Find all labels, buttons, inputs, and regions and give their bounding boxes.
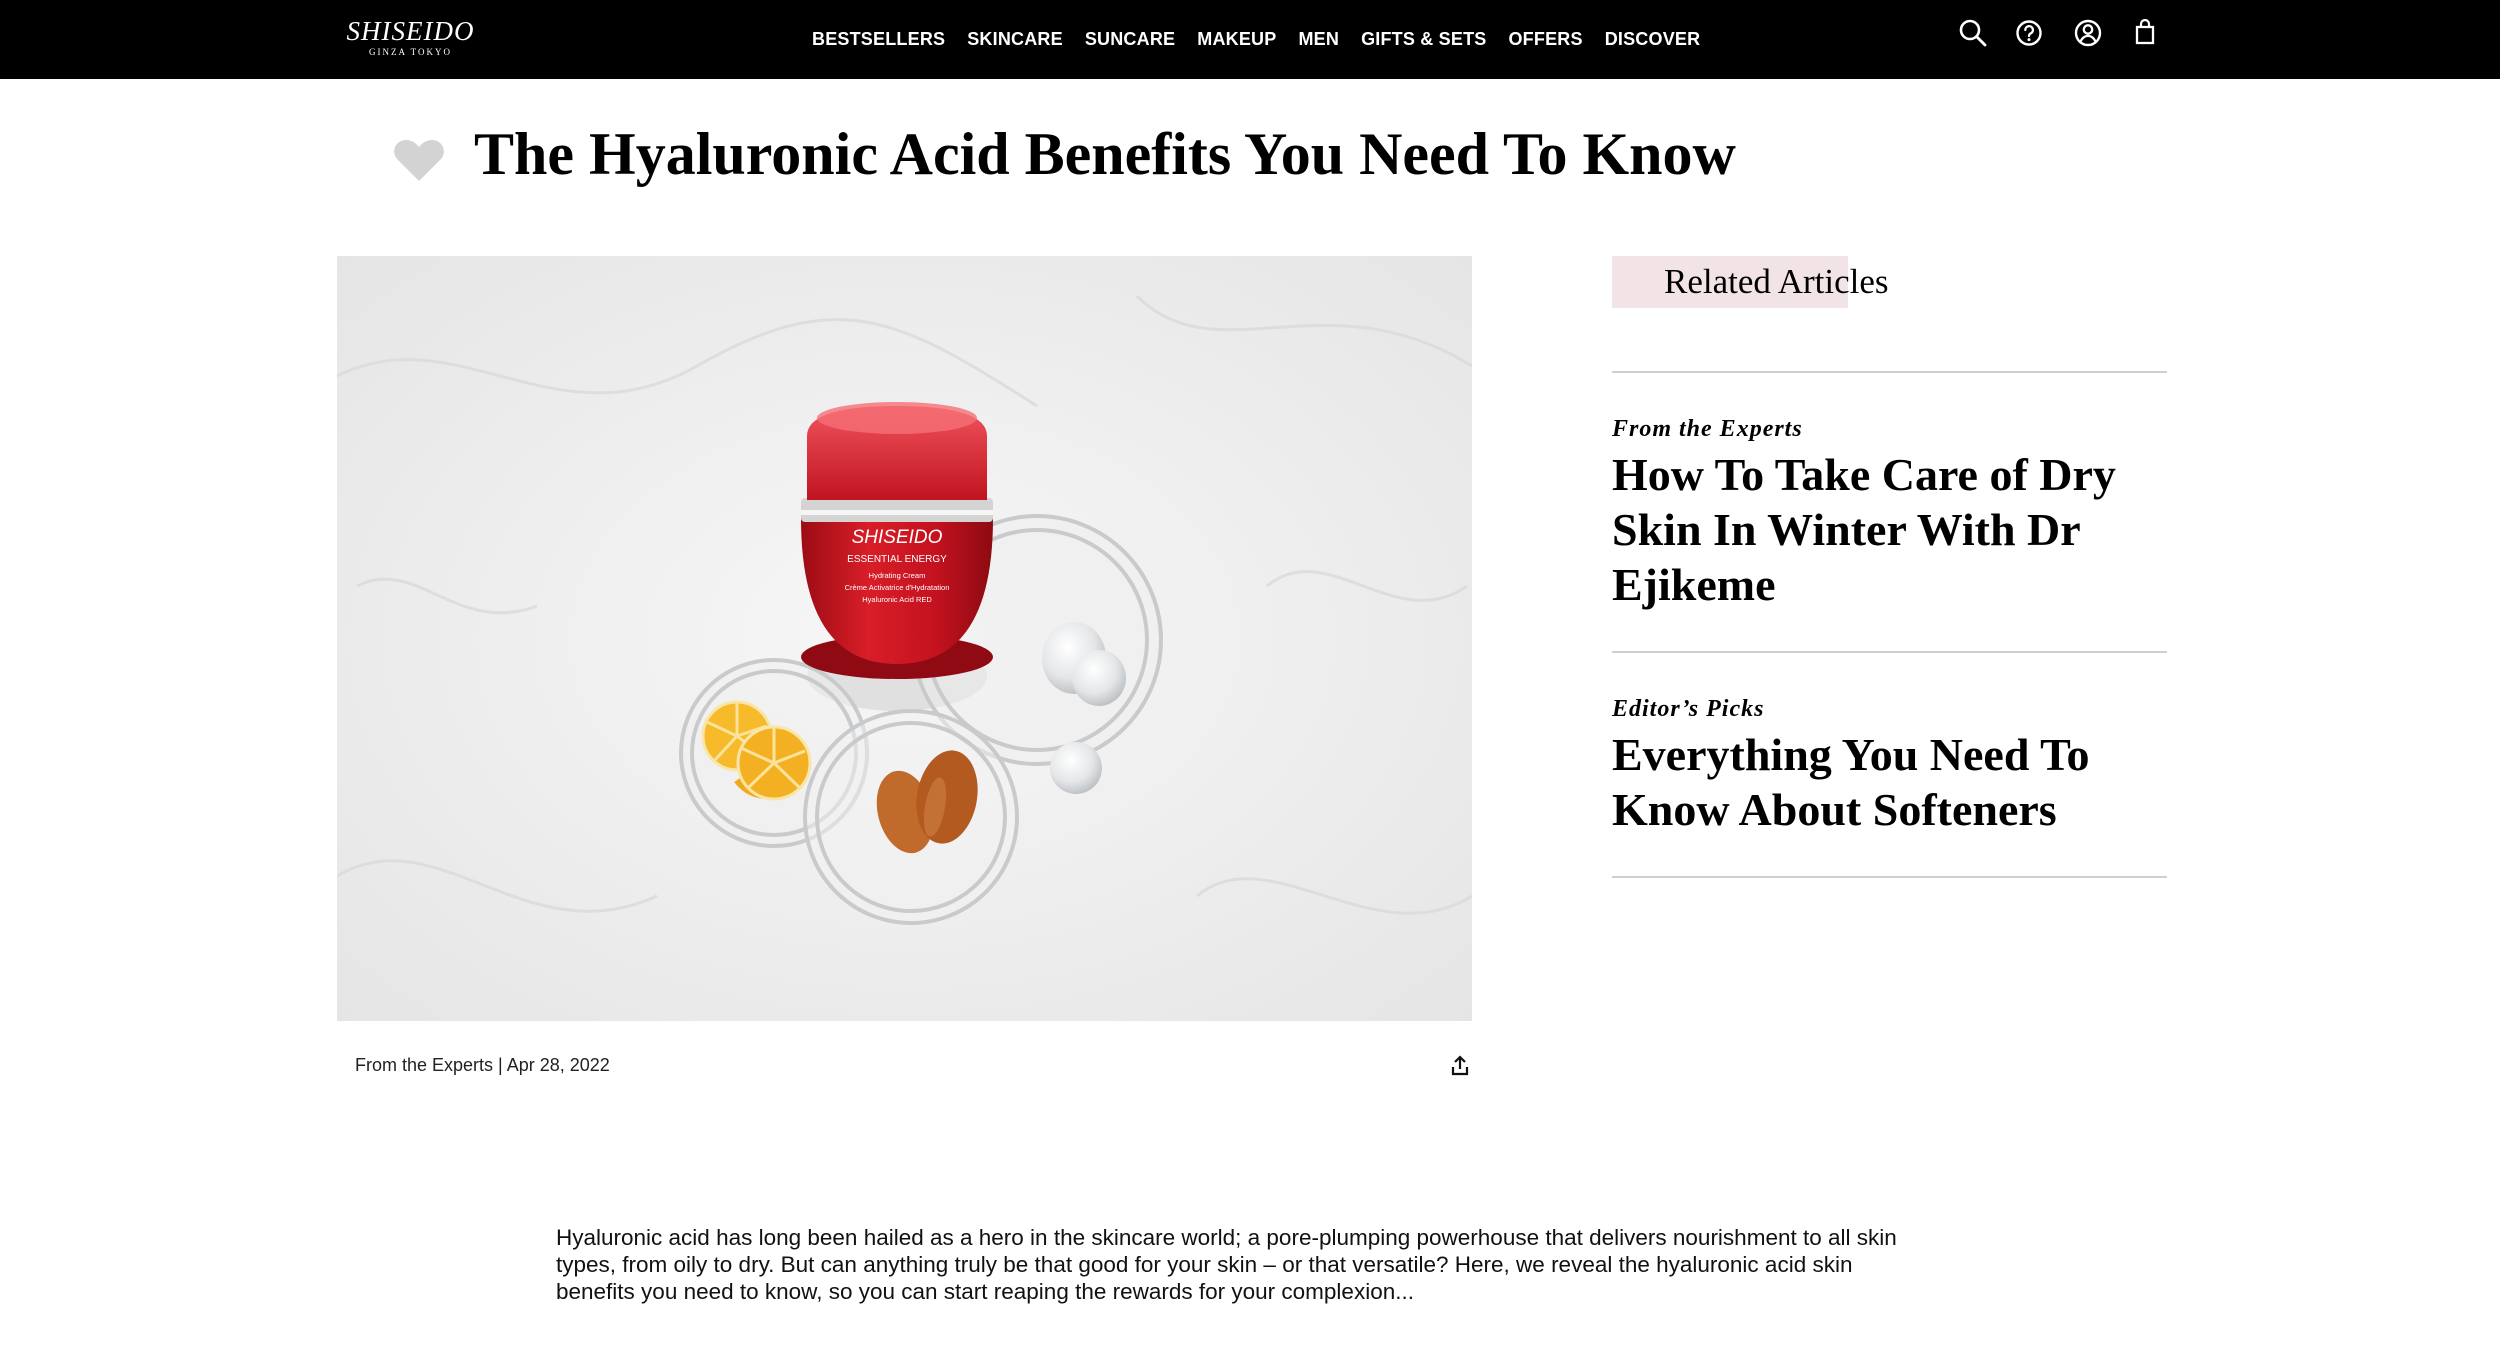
article-title: The Hyaluronic Acid Benefits You Need To Know [474, 121, 1736, 187]
bag-icon[interactable] [2128, 16, 2162, 50]
search-icon[interactable] [1956, 16, 1990, 50]
favorite-heart-icon[interactable] [392, 134, 446, 184]
related-article-title: Everything You Need To Know About Softeners [1612, 729, 2090, 835]
share-icon[interactable] [1448, 1054, 1472, 1078]
divider [1612, 371, 2167, 373]
related-article-category: From the Experts [1612, 416, 1803, 442]
nav-item-offers[interactable]: OFFERS [1508, 28, 1583, 49]
jar-line-text: ESSENTIAL ENERGY [847, 554, 947, 565]
nav-item-skincare[interactable]: SKINCARE [967, 28, 1063, 49]
top-navigation-bar [0, 0, 2500, 79]
related-articles-header [1612, 256, 2172, 308]
article-hero-image [337, 256, 1472, 1021]
nav-item-gifts-sets[interactable]: GIFTS & SETS [1361, 28, 1487, 49]
divider [1612, 651, 2167, 653]
logo-tagline: GINZA TOKYO [369, 47, 452, 57]
nav-item-discover[interactable]: DISCOVER [1604, 28, 1701, 49]
related-article-title: How To Take Care of Dry Skin In Winter With Dr Ejikeme [1612, 449, 2116, 610]
article-intro: Hyaluronic acid has long been hailed as a hero in the skincare world; a pore-plumping powerhouse that delivers nourishment to all skin types, from oily to dry. But can anything truly be that good for your skin – or that versatile? Here, we reveal the hyaluronic acid skin benefits you need to know, so you can start reaping the rewards for your complexion... [556, 1225, 1897, 1304]
jar-tag-text: Hyaluronic Acid RED [862, 595, 932, 604]
nav-item-bestsellers[interactable]: BESTSELLERS [812, 28, 946, 49]
related-article-card[interactable] [1612, 414, 2172, 612]
jar-name-text: Hydrating Cream [868, 571, 926, 580]
header-actions [0, 16, 2500, 50]
related-articles-heading: Related Articles [1664, 262, 1889, 301]
nav-item-suncare[interactable]: SUNCARE [1084, 28, 1176, 49]
related-article-category: Editor’s Picks [1612, 696, 1765, 722]
nav-item-men[interactable]: MEN [1298, 28, 1340, 49]
help-icon[interactable] [2012, 16, 2046, 50]
divider [1612, 876, 2167, 878]
nav-item-makeup[interactable]: MAKEUP [1197, 28, 1277, 49]
article-meta: From the Experts | Apr 28, 2022 [355, 1055, 610, 1075]
jar-name-fr-text: Crème Activatrice d'Hydratation [844, 583, 950, 592]
jar-brand-text: SHISEIDO [851, 527, 943, 548]
account-icon[interactable] [2071, 16, 2105, 50]
related-article-card[interactable] [1612, 694, 2172, 837]
logo-wordmark: SHISEIDO [346, 16, 475, 46]
